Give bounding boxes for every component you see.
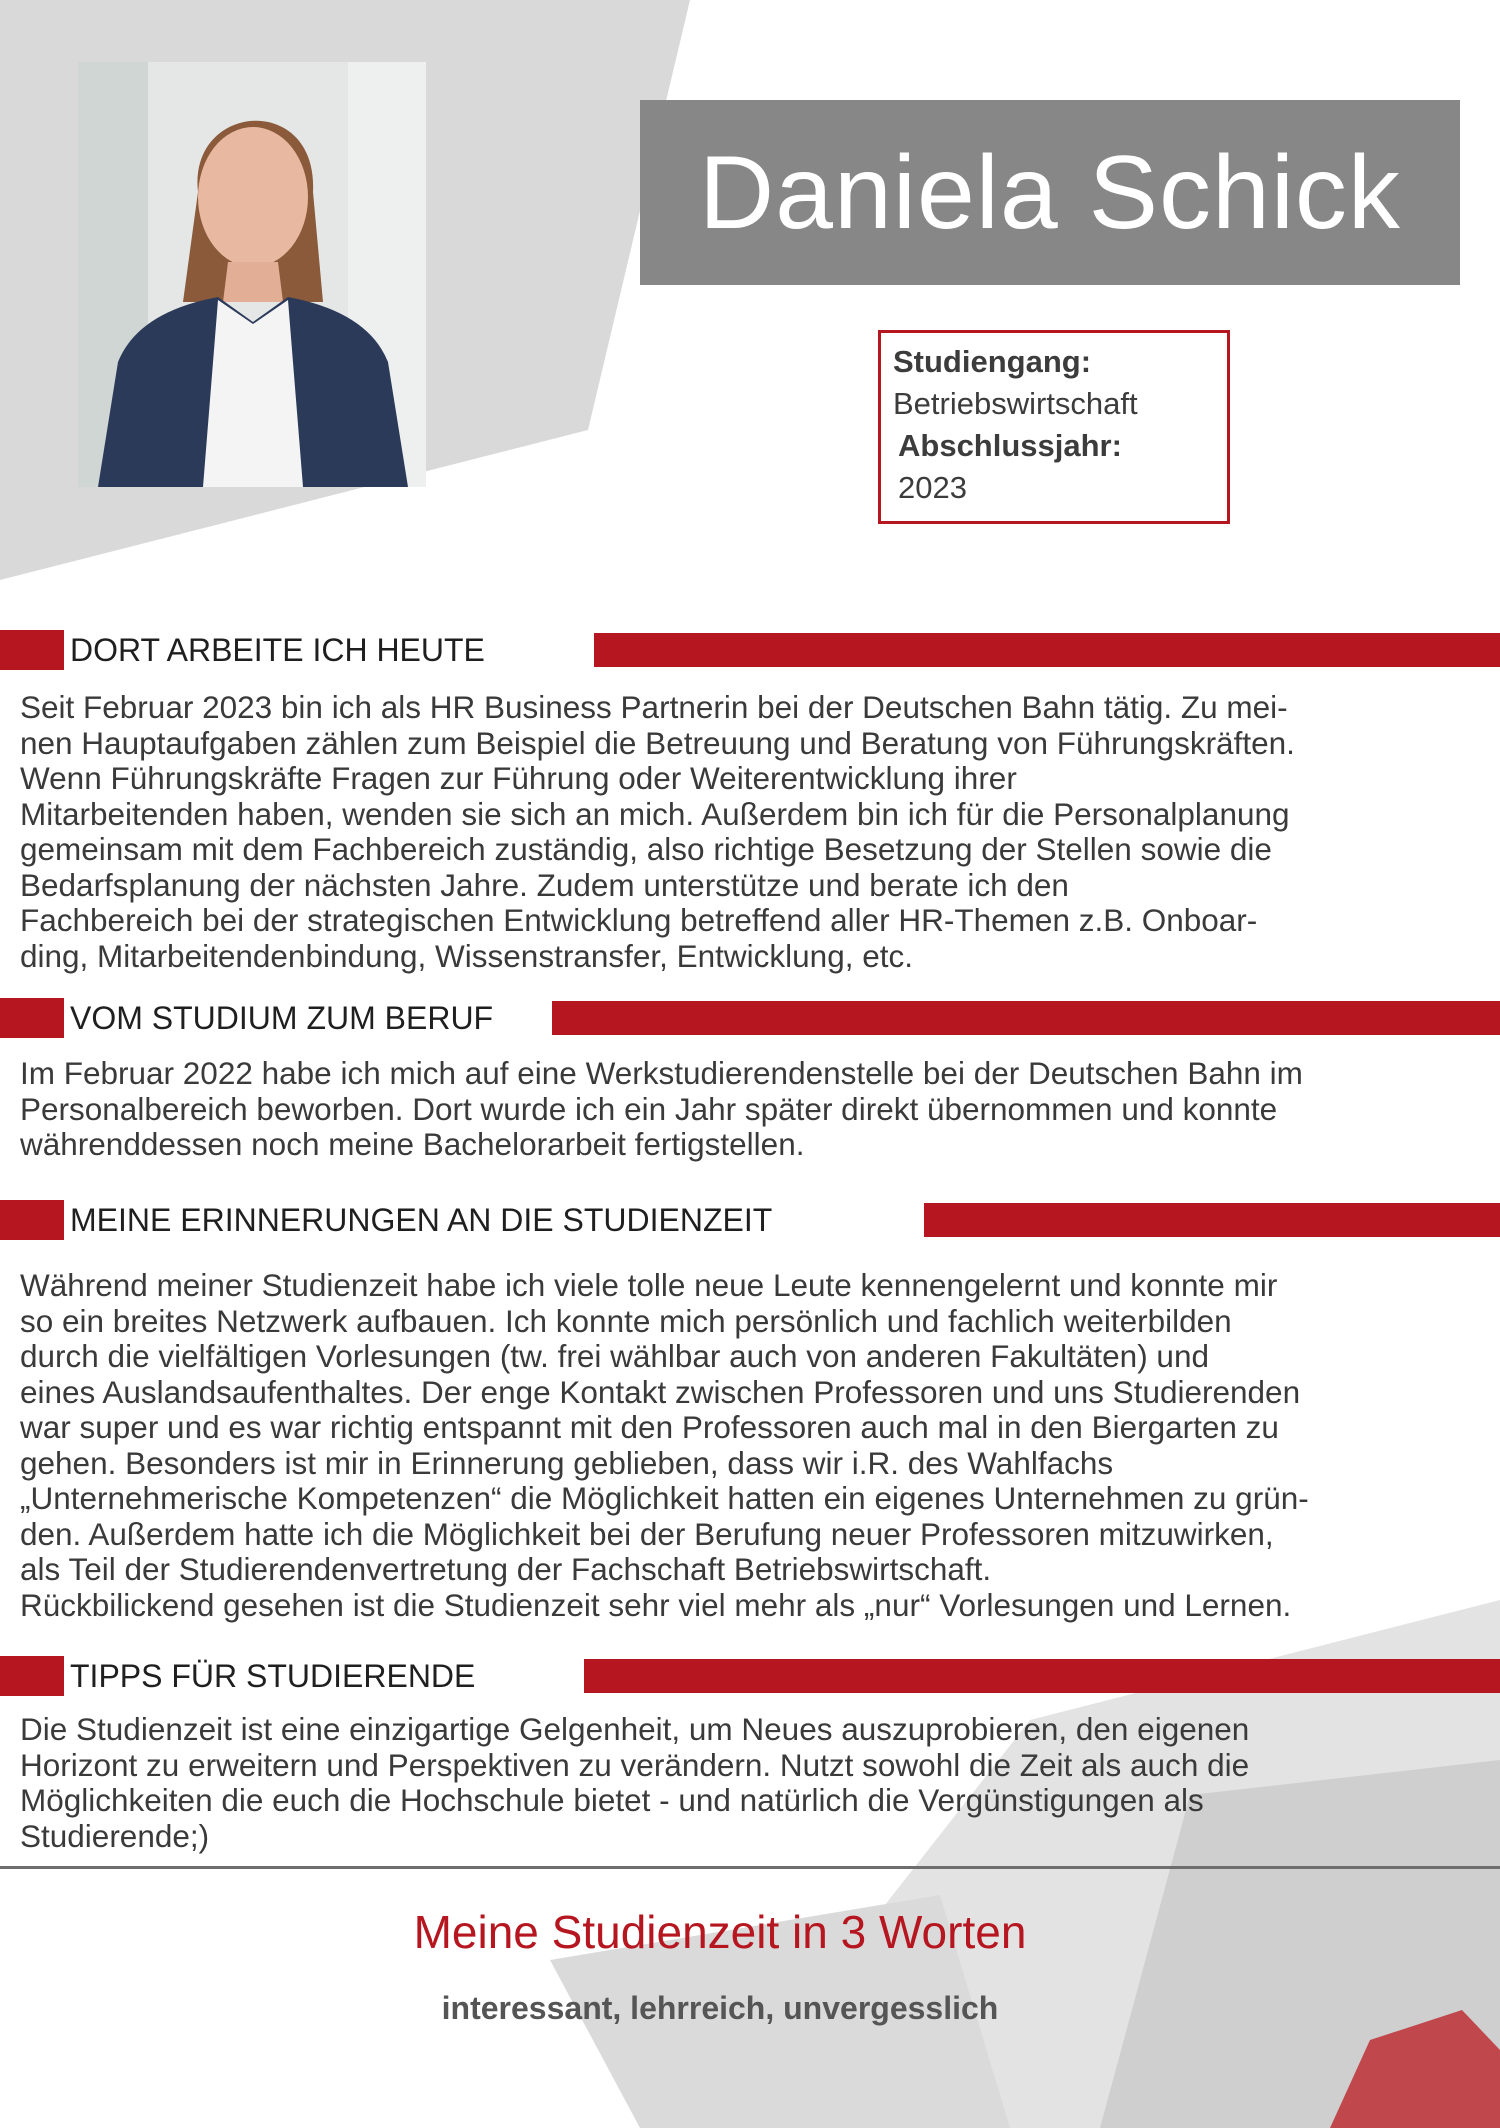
section-body-memories bbox=[20, 1268, 1480, 1623]
section-header-tips bbox=[0, 1656, 1500, 1696]
text-line: Im Februar 2022 habe ich mich auf eine Werkstudierendenstelle bei der Deutschen Bahn im bbox=[20, 1055, 1303, 1091]
section-accent-bar bbox=[584, 1659, 1500, 1693]
text-line: Rückbilickend gesehen ist die Studienzeit sehr viel mehr als „nur“ Vorlesungen und Lernen. bbox=[20, 1586, 1292, 1623]
section-body-study-to-job bbox=[20, 1056, 1480, 1163]
text-line: Wenn Führungskräfte Fragen zur Führung oder Weiterentwicklung ihrer bbox=[20, 760, 1017, 796]
section-accent-tab bbox=[0, 1656, 64, 1696]
name-banner bbox=[640, 100, 1460, 285]
text-line: durch die vielfältigen Vorlesungen (tw. frei wählbar auch von anderen Fakultäten) und bbox=[20, 1338, 1209, 1374]
section-accent-bar bbox=[924, 1203, 1500, 1237]
text-line: Personalbereich beworben. Dort wurde ich ein Jahr später direkt übernommen und konnte bbox=[20, 1090, 1278, 1127]
year-label: Abschlussjahr: bbox=[898, 428, 1122, 463]
program-label: Studiengang: bbox=[893, 344, 1092, 379]
section-accent-bar bbox=[594, 633, 1500, 667]
section-header-current-job bbox=[0, 630, 1500, 670]
text-line: den. Außerdem hatte ich die Möglichkeit bei der Berufung neuer Professoren mitzuwirken, bbox=[20, 1515, 1274, 1552]
text-line: eines Auslandsaufenthaltes. Der enge Kontakt zwischen Professoren und uns Studierenden bbox=[20, 1373, 1301, 1410]
section-body-current-job bbox=[20, 690, 1480, 974]
section-accent-tab bbox=[0, 998, 64, 1038]
text-line: ding, Mitarbeitendenbindung, Wissenstransfer, Entwicklung, etc. bbox=[20, 937, 913, 974]
text-line: Horizont zu erweitern und Perspektiven zu verändern. Nutzt sowohl die Zeit als auch die bbox=[20, 1746, 1250, 1783]
text-line: Bedarfsplanung der nächsten Jahre. Zudem unterstütze und berate ich den bbox=[20, 866, 1069, 903]
portrait-photo bbox=[78, 62, 426, 487]
text-line: nen Hauptaufgaben zählen zum Beispiel die Betreuung und Beratung von Führungskräften. bbox=[20, 724, 1295, 761]
section-title: VOM STUDIUM ZUM BERUF bbox=[66, 998, 497, 1038]
footer-divider bbox=[0, 1866, 1500, 1869]
person-name: Daniela Schick bbox=[699, 134, 1401, 251]
text-line: gemeinsam mit dem Fachbereich zuständig, also richtige Besetzung der Stellen sowie die bbox=[20, 831, 1272, 867]
person-photo-icon bbox=[78, 62, 426, 487]
footer-three-words: interessant, lehrreich, unvergesslich bbox=[441, 1990, 999, 2026]
text-line: war super und es war richtig entspannt mit den Professoren auch mal in den Biergarten zu bbox=[20, 1409, 1279, 1445]
text-line: Die Studienzeit ist eine einzigartige Gelgenheit, um Neues auszuprobieren, den eigenen bbox=[20, 1711, 1250, 1747]
text-line: Während meiner Studienzeit habe ich viele tolle neue Leute kennengelernt und konnte mir bbox=[20, 1267, 1278, 1303]
section-body-tips bbox=[20, 1712, 1480, 1854]
section-header-study-to-job bbox=[0, 998, 1500, 1038]
section-title: DORT ARBEITE ICH HEUTE bbox=[66, 630, 489, 670]
text-line: so ein breites Netzwerk aufbauen. Ich konnte mich persönlich und fachlich weiterbilden bbox=[20, 1302, 1232, 1339]
text-line: Mitarbeitenden haben, wenden sie sich an mich. Außerdem bin ich für die Personalplanung bbox=[20, 795, 1290, 832]
section-accent-tab bbox=[0, 630, 64, 670]
text-line: Studierende;) bbox=[20, 1817, 210, 1854]
text-line: „Unternehmerische Kompetenzen“ die Möglichkeit hatten ein eigenes Unternehmen zu grün- bbox=[20, 1480, 1309, 1516]
study-info-box bbox=[878, 330, 1230, 524]
footer-title: Meine Studienzeit in 3 Worten bbox=[413, 1906, 1027, 1958]
section-accent-bar bbox=[552, 1001, 1500, 1035]
text-line: währenddessen noch meine Bachelorarbeit fertigstellen. bbox=[20, 1126, 805, 1162]
section-title: MEINE ERINNERUNGEN AN DIE STUDIENZEIT bbox=[66, 1200, 776, 1240]
section-accent-tab bbox=[0, 1200, 64, 1240]
text-line: gehen. Besonders ist mir in Erinnerung geblieben, dass wir i.R. des Wahlfachs bbox=[20, 1444, 1114, 1481]
text-line: Möglichkeiten die euch die Hochschule bietet - und natürlich die Vergünstigungen als bbox=[20, 1782, 1204, 1818]
text-line: Fachbereich bei der strategischen Entwicklung betreffend aller HR-Themen z.B. Onboar- bbox=[20, 902, 1258, 938]
section-title: TIPPS FÜR STUDIERENDE bbox=[66, 1656, 479, 1696]
text-line: Seit Februar 2023 bin ich als HR Business Partnerin bei der Deutschen Bahn tätig. Zu mei- bbox=[20, 689, 1288, 725]
program-value: Betriebswirtschaft bbox=[893, 386, 1138, 421]
section-header-memories bbox=[0, 1200, 1500, 1240]
text-line: als Teil der Studierendenvertretung der Fachschaft Betriebswirtschaft. bbox=[20, 1551, 992, 1587]
year-value: 2023 bbox=[898, 470, 967, 505]
